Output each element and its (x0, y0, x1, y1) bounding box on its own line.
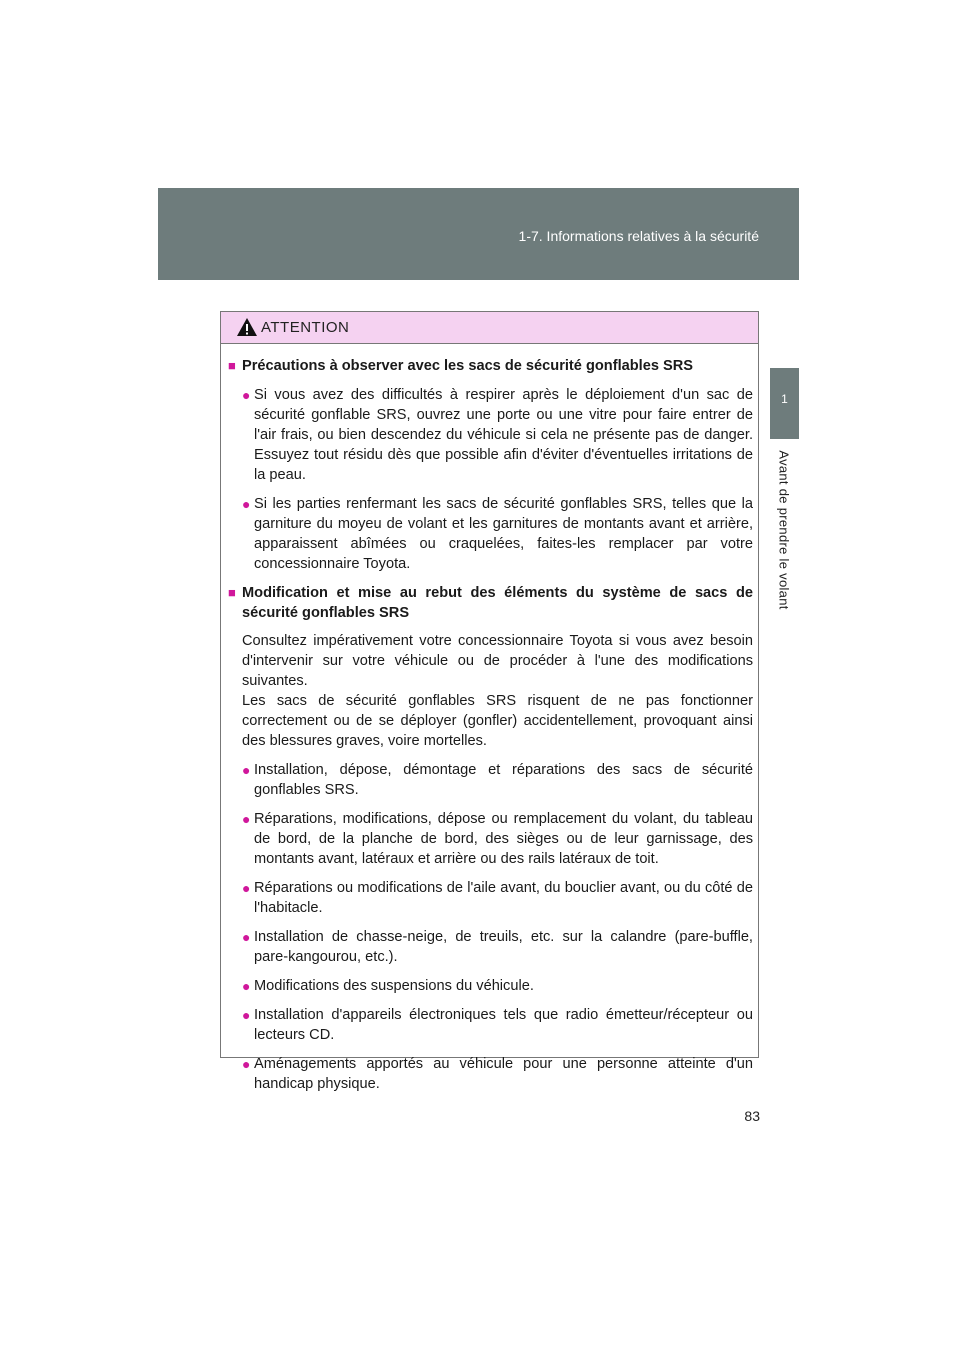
list-item: ● Si vous avez des difficultés à respirer après le déploiement d'un sac de sécurité gonflable SRS, ouvrez une porte ou une vitre pour faire entrer de l'air frais, ou bien descendez du véhicule si cela ne présente pas de danger. Essuyez tout résidu dès que possible afin d'éviter d'éventuelles irritations de la peau. (242, 387, 753, 483)
list-item: ● Réparations ou modifications de l'aile avant, du bouclier avant, ou du côté de l'habitacle. (242, 880, 753, 916)
square-bullet-icon: ■ (228, 585, 236, 600)
paragraph: Consultez impérativement votre concessionnaire Toyota si vous avez besoin d'intervenir sur votre véhicule ou de procéder à l'une des modifications suivantes. Les sacs de sécurité gonflables SRS risquent de ne pas fonctionner correctement ou de se déployer (gonfler) accidentellement, provoquant ainsi des blessures graves, voire mortelles. (242, 633, 753, 749)
page-number: 83 (744, 1108, 760, 1124)
chapter-number: 1 (781, 392, 788, 406)
warning-content (221, 344, 758, 1094)
circle-bullet-icon: ● (242, 496, 251, 512)
circle-bullet-icon: ● (242, 762, 251, 778)
circle-bullet-icon: ● (242, 880, 251, 896)
list-item: ● Si les parties renfermant les sacs de sécurité gonflables SRS, telles que la garniture du moyeu de volant et les garnitures de montants avant et arrière, apparaissent abîmées ou craquelées, faites-les remplacer par votre concessionnaire Toyota. (242, 496, 753, 572)
warning-header (221, 312, 758, 344)
warning-triangle-icon (236, 317, 258, 342)
list-item: ● Modifications des suspensions du véhicule. (242, 978, 534, 994)
warning-title: ATTENTION (261, 319, 350, 336)
square-bullet-icon: ■ (228, 358, 236, 373)
section-heading: ■ Modification et mise au rebut des éléments du système de sacs de sécurité gonflables SRS (228, 585, 753, 621)
circle-bullet-icon: ● (242, 811, 251, 827)
circle-bullet-icon: ● (242, 1007, 251, 1023)
circle-bullet-icon: ● (242, 387, 251, 403)
circle-bullet-icon: ● (242, 978, 251, 994)
list-item: ● Aménagements apportés au véhicule pour une personne atteinte d'un handicap physique. (242, 1056, 753, 1092)
section-heading: ■ Précautions à observer avec les sacs de sécurité gonflables SRS (228, 358, 694, 374)
chapter-title: Avant de prendre le volant (776, 450, 792, 610)
list-item: ● Installation, dépose, démontage et réparations des sacs de sécurité gonflables SRS. (242, 762, 753, 798)
header-band (158, 188, 799, 280)
warning-box (220, 311, 759, 1092)
circle-bullet-icon: ● (242, 1056, 251, 1072)
section-title: 1-7. Informations relatives à la sécurité (518, 228, 759, 244)
list-item: ● Installation d'appareils électroniques tels que radio émetteur/récepteur ou lecteurs CD. (242, 1007, 753, 1043)
list-item: ● Installation de chasse-neige, de treuils, etc. sur la calandre (pare-buffle, pare-kangourou, etc.). (242, 929, 753, 965)
list-item: ● Réparations, modifications, dépose ou remplacement du volant, du tableau de bord, de la planche de bord, des sièges ou de leur garnissage, des montants avant, latéraux et arrière ou des rails latéraux de toit. (242, 811, 753, 867)
circle-bullet-icon: ● (242, 929, 251, 945)
chapter-tab (770, 368, 799, 439)
